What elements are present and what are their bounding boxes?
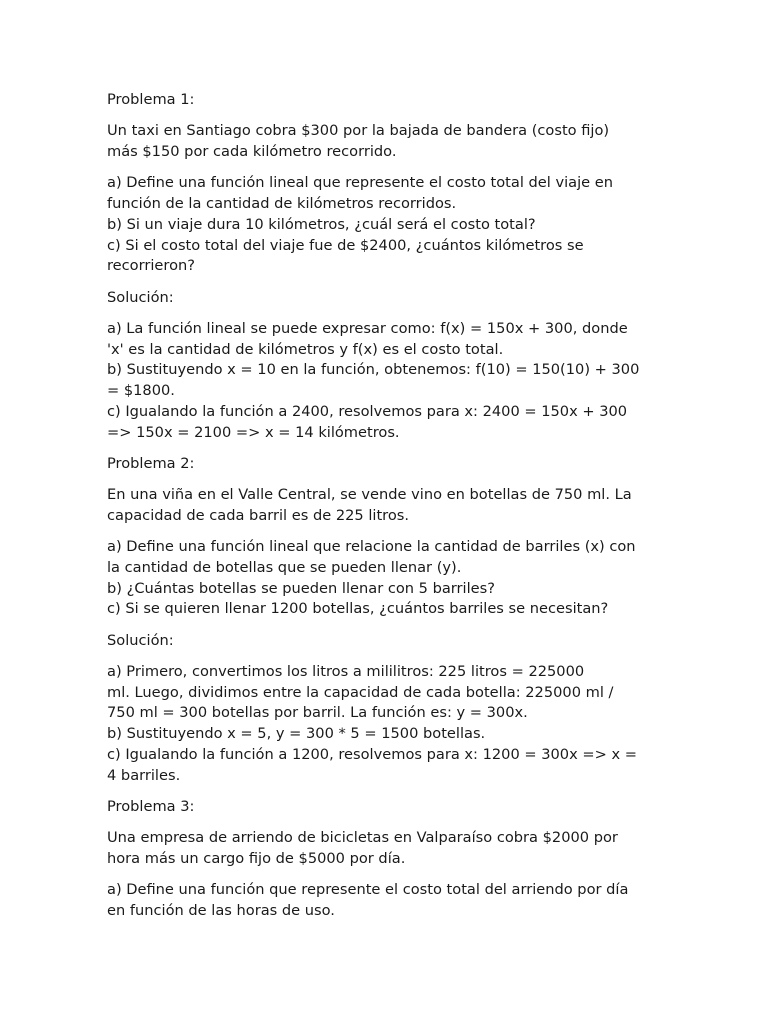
- text-line: c) Si el costo total del viaje fue de $2400, ¿cuántos kilómetros se: [107, 236, 584, 254]
- text-line: b) Si un viaje dura 10 kilómetros, ¿cuál será el costo total?: [107, 215, 536, 233]
- paragraph: [107, 454, 667, 475]
- text-line: a) Define una función lineal que represente el costo total del viaje en: [107, 174, 614, 192]
- text-line: capacidad de cada barril es de 225 litros.: [107, 506, 410, 524]
- document-body: [107, 90, 667, 932]
- paragraph: [107, 90, 667, 111]
- paragraph: [107, 828, 667, 870]
- text-line: Una empresa de arriendo de bicicletas en Valparaíso cobra $2000 por: [107, 829, 618, 847]
- text-line: Problema 2:: [107, 454, 195, 472]
- text-line: 4 barriles.: [107, 766, 181, 784]
- paragraph: [107, 797, 667, 818]
- paragraph: [107, 485, 667, 527]
- text-line: En una viña en el Valle Central, se vende vino en botellas de 750 ml. La: [107, 486, 632, 504]
- paragraph: [107, 319, 667, 444]
- paragraph: [107, 662, 667, 787]
- text-line: a) Define una función que represente el costo total del arriendo por día: [107, 881, 629, 899]
- text-line: b) Sustituyendo x = 10 en la función, obtenemos: f(10) = 150(10) + 300: [107, 361, 640, 379]
- text-line: b) ¿Cuántas botellas se pueden llenar con 5 barriles?: [107, 579, 495, 597]
- text-line: a) La función lineal se puede expresar como: f(x) = 150x + 300, donde: [107, 319, 628, 337]
- text-line: recorrieron?: [107, 257, 195, 275]
- text-line: Problema 1:: [107, 91, 195, 108]
- text-line: => 150x = 2100 => x = 14 kilómetros.: [107, 423, 400, 441]
- text-line: Solución:: [107, 288, 174, 306]
- text-line: c) Igualando la función a 1200, resolvemos para x: 1200 = 300x => x =: [107, 746, 637, 764]
- text-line: función de la cantidad de kilómetros recorridos.: [107, 194, 457, 212]
- text-line: c) Igualando la función a 2400, resolvemos para x: 2400 = 150x + 300: [107, 402, 628, 420]
- text-line: la cantidad de botellas que se pueden llenar (y).: [107, 558, 462, 576]
- paragraph: [107, 631, 667, 652]
- text-line: b) Sustituyendo x = 5, y = 300 * 5 = 1500 botellas.: [107, 725, 486, 743]
- text-line: Un taxi en Santiago cobra $300 por la bajada de bandera (costo fijo): [107, 122, 610, 140]
- text-line: Problema 3:: [107, 798, 195, 816]
- paragraph: [107, 121, 667, 163]
- text-line: 'x' es la cantidad de kilómetros y f(x) es el costo total.: [107, 340, 504, 358]
- text-line: a) Primero, convertimos los litros a mililitros: 225 litros = 225000: [107, 662, 585, 680]
- text-line: 750 ml = 300 botellas por barril. La función es: y = 300x.: [107, 704, 528, 722]
- paragraph: [107, 173, 667, 277]
- paragraph: [107, 880, 667, 922]
- paragraph: [107, 537, 667, 620]
- text-line: en función de las horas de uso.: [107, 901, 335, 919]
- text-line: más $150 por cada kilómetro recorrido.: [107, 142, 397, 160]
- text-line: hora más un cargo fijo de $5000 por día.: [107, 850, 406, 867]
- text-line: Solución:: [107, 631, 174, 649]
- text-line: c) Si se quieren llenar 1200 botellas, ¿cuántos barriles se necesitan?: [107, 600, 609, 618]
- paragraph: [107, 288, 667, 309]
- text-line: a) Define una función lineal que relacione la cantidad de barriles (x) con: [107, 538, 636, 556]
- text-line: = $1800.: [107, 382, 175, 400]
- text-line: ml. Luego, dividimos entre la capacidad de cada botella: 225000 ml /: [107, 683, 614, 701]
